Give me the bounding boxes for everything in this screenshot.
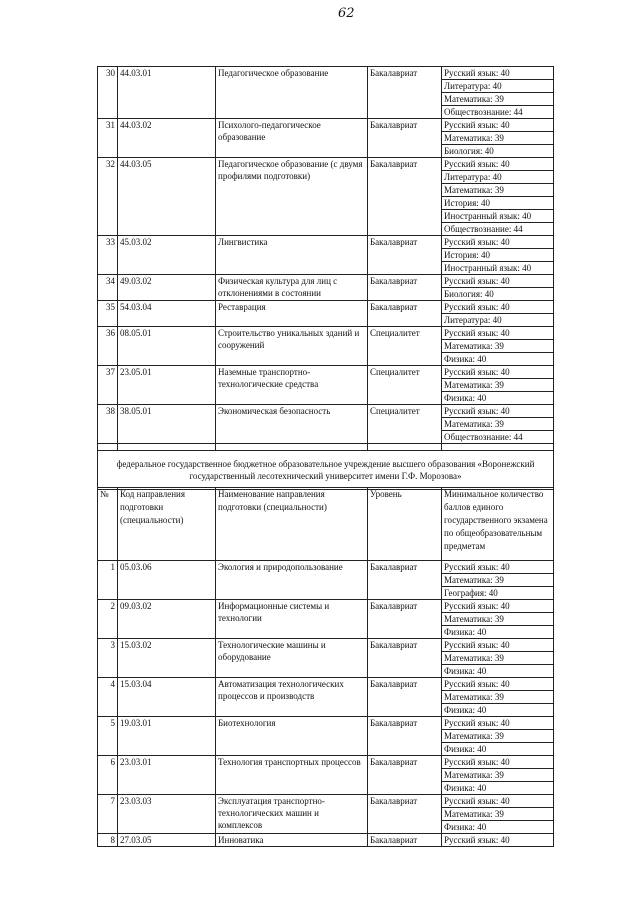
subject-score: Математика: 39 xyxy=(442,691,553,704)
programs-table-university xyxy=(97,487,554,847)
row-number: 4 xyxy=(98,678,118,717)
row-number: 6 xyxy=(98,756,118,795)
subject-score: Математика: 39 xyxy=(442,418,553,431)
page-number: 62 xyxy=(338,6,355,21)
row-level: Специалитет xyxy=(368,327,442,366)
row-subjects xyxy=(442,405,554,444)
row-code: 05.03.06 xyxy=(118,561,216,600)
row-code: 27.03.05 xyxy=(118,834,216,847)
subject-score: Русский язык: 40 xyxy=(442,639,553,652)
table-row xyxy=(98,301,554,327)
subject-score: Русский язык: 40 xyxy=(442,366,553,379)
header-number: № xyxy=(98,488,118,561)
row-level: Бакалавриат xyxy=(368,275,442,301)
organization-row xyxy=(98,451,554,490)
row-level: Бакалавриат xyxy=(368,600,442,639)
header-name: Наименование направления подготовки (специальности) xyxy=(216,488,368,561)
row-program-name: Реставрация xyxy=(216,301,368,327)
subject-score: Физика: 40 xyxy=(444,627,487,637)
row-code: 44.03.02 xyxy=(118,119,216,158)
subject-score: История: 40 xyxy=(442,197,553,210)
subject-score: Литература: 40 xyxy=(442,80,553,93)
table-row xyxy=(98,639,554,678)
header-min-scores: Минимальное количество баллов единого государственного экзамена по общеобразовательным предметам xyxy=(442,488,554,561)
row-subjects xyxy=(442,366,554,405)
subject-score: Математика: 39 xyxy=(442,652,553,665)
table-row xyxy=(98,366,554,405)
subject-score: Физика: 40 xyxy=(444,744,487,754)
subject-score: Русский язык: 40 xyxy=(442,275,553,288)
row-level: Специалитет xyxy=(368,405,442,444)
header-level: Уровень xyxy=(368,488,442,561)
subject-score: Русский язык: 40 xyxy=(442,67,553,80)
table-row xyxy=(98,67,554,119)
row-number: 5 xyxy=(98,717,118,756)
table-row xyxy=(98,717,554,756)
row-code: 09.03.02 xyxy=(118,600,216,639)
subject-score: Математика: 39 xyxy=(442,574,553,587)
row-number: 36 xyxy=(98,327,118,366)
row-program-name: Эксплуатация транспортно-технологических машин и комплексов xyxy=(216,795,368,834)
row-level: Специалитет xyxy=(368,366,442,405)
row-code: 15.03.04 xyxy=(118,678,216,717)
subject-score: Русский язык: 40 xyxy=(442,119,553,132)
row-code: 19.03.01 xyxy=(118,717,216,756)
subject-score: Литература: 40 xyxy=(444,315,502,325)
row-number: 35 xyxy=(98,301,118,327)
table-header-row xyxy=(98,488,554,561)
subject-score: Русский язык: 40 xyxy=(442,678,553,691)
subject-score: Литература: 40 xyxy=(442,171,553,184)
subject-score: Русский язык: 40 xyxy=(442,717,553,730)
row-code: 23.03.01 xyxy=(118,756,216,795)
row-program-name: Технология транспортных процессов xyxy=(216,756,368,795)
row-number: 30 xyxy=(98,67,118,119)
table-row xyxy=(98,405,554,444)
subject-score: География: 40 xyxy=(444,588,498,598)
row-subjects xyxy=(442,561,554,600)
subject-score: Физика: 40 xyxy=(444,393,487,403)
table-row xyxy=(98,158,554,236)
subject-score: Русский язык: 40 xyxy=(444,835,510,845)
row-program-name: Лингвистика xyxy=(216,236,368,275)
subject-score: Физика: 40 xyxy=(444,822,487,832)
subject-score: Биология: 40 xyxy=(444,289,494,299)
table-row xyxy=(98,678,554,717)
row-subjects xyxy=(442,301,554,327)
row-level: Бакалавриат xyxy=(368,639,442,678)
row-code: 23.05.01 xyxy=(118,366,216,405)
row-level: Бакалавриат xyxy=(368,67,442,119)
row-subjects xyxy=(442,275,554,301)
subject-score: Математика: 39 xyxy=(442,379,553,392)
row-number: 32 xyxy=(98,158,118,236)
row-program-name: Строительство уникальных зданий и сооружений xyxy=(216,327,368,366)
subject-score: Математика: 39 xyxy=(442,613,553,626)
row-program-name: Наземные транспортно-технологические средства xyxy=(216,366,368,405)
row-program-name: Технологические машины и оборудование xyxy=(216,639,368,678)
subject-score: Обществознание: 44 xyxy=(444,107,523,117)
organization-title: федеральное государственное бюджетное образовательное учреждение высшего образования «Воронежский государственный лесотехнический университет имени Г.Ф. Морозова» xyxy=(98,451,554,490)
row-number: 33 xyxy=(98,236,118,275)
table-row xyxy=(98,600,554,639)
row-code: 38.05.01 xyxy=(118,405,216,444)
table-row xyxy=(98,834,554,847)
row-level: Бакалавриат xyxy=(368,678,442,717)
row-number: 1 xyxy=(98,561,118,600)
programs-table-continued xyxy=(97,66,554,490)
row-subjects xyxy=(442,158,554,236)
row-program-name: Педагогическое образование xyxy=(216,67,368,119)
subject-score: Русский язык: 40 xyxy=(442,236,553,249)
row-subjects xyxy=(442,717,554,756)
row-level: Бакалавриат xyxy=(368,158,442,236)
table-row xyxy=(98,795,554,834)
subject-score: Русский язык: 40 xyxy=(442,561,553,574)
subject-score: Биология: 40 xyxy=(444,146,494,156)
row-subjects xyxy=(442,67,554,119)
row-level: Бакалавриат xyxy=(368,119,442,158)
table-row xyxy=(98,236,554,275)
table-row xyxy=(98,119,554,158)
row-code: 15.03.02 xyxy=(118,639,216,678)
table-row xyxy=(98,756,554,795)
subject-score: Иностранный язык: 40 xyxy=(444,263,532,273)
row-program-name: Биотехнология xyxy=(216,717,368,756)
row-subjects xyxy=(442,678,554,717)
subject-score: Математика: 39 xyxy=(442,184,553,197)
subject-score: Русский язык: 40 xyxy=(442,795,553,808)
row-code: 44.03.01 xyxy=(118,67,216,119)
row-number: 34 xyxy=(98,275,118,301)
table-row xyxy=(98,327,554,366)
row-program-name: Психолого-педагогическое образование xyxy=(216,119,368,158)
row-subjects xyxy=(442,119,554,158)
subject-score: Физика: 40 xyxy=(444,666,487,676)
table-divider-row xyxy=(98,444,554,451)
row-number: 7 xyxy=(98,795,118,834)
row-subjects xyxy=(442,795,554,834)
row-level: Бакалавриат xyxy=(368,834,442,847)
subject-score: Математика: 39 xyxy=(442,730,553,743)
subject-score: История: 40 xyxy=(442,249,553,262)
row-subjects xyxy=(442,834,554,847)
row-level: Бакалавриат xyxy=(368,756,442,795)
subject-score: Физика: 40 xyxy=(444,705,487,715)
row-number: 3 xyxy=(98,639,118,678)
row-code: 23.03.03 xyxy=(118,795,216,834)
row-number: 8 xyxy=(98,834,118,847)
row-code: 54.03.04 xyxy=(118,301,216,327)
row-subjects xyxy=(442,639,554,678)
subject-score: Обществознание: 44 xyxy=(444,432,523,442)
table-row xyxy=(98,275,554,301)
row-level: Бакалавриат xyxy=(368,717,442,756)
row-number: 2 xyxy=(98,600,118,639)
subject-score: Русский язык: 40 xyxy=(442,756,553,769)
row-number: 31 xyxy=(98,119,118,158)
row-number: 37 xyxy=(98,366,118,405)
row-program-name: Педагогическое образование (с двумя профилями подготовки) xyxy=(216,158,368,236)
row-program-name: Автоматизация технологических процессов и производств xyxy=(216,678,368,717)
subject-score: Русский язык: 40 xyxy=(442,405,553,418)
subject-score: Математика: 39 xyxy=(442,769,553,782)
subject-score: Русский язык: 40 xyxy=(442,301,553,314)
subject-score: Физика: 40 xyxy=(444,354,487,364)
header-code: Код направления подготовки (специальности) xyxy=(118,488,216,561)
row-subjects xyxy=(442,756,554,795)
subject-score: Математика: 39 xyxy=(442,808,553,821)
row-level: Бакалавриат xyxy=(368,561,442,600)
row-code: 45.03.02 xyxy=(118,236,216,275)
table-row xyxy=(98,561,554,600)
row-level: Бакалавриат xyxy=(368,301,442,327)
row-program-name: Инноватика xyxy=(216,834,368,847)
row-subjects xyxy=(442,600,554,639)
row-subjects xyxy=(442,236,554,275)
subject-score: Математика: 39 xyxy=(442,132,553,145)
row-program-name: Экономическая безопасность xyxy=(216,405,368,444)
subject-score: Русский язык: 40 xyxy=(442,600,553,613)
row-program-name: Экология и природопользование xyxy=(216,561,368,600)
row-number: 38 xyxy=(98,405,118,444)
row-code: 08.05.01 xyxy=(118,327,216,366)
row-program-name: Физическая культура для лиц с отклонениями в состоянии xyxy=(216,275,368,301)
subject-score: Русский язык: 40 xyxy=(442,327,553,340)
row-level: Бакалавриат xyxy=(368,236,442,275)
subject-score: Обществознание: 44 xyxy=(444,224,523,234)
subject-score: Физика: 40 xyxy=(444,783,487,793)
subject-score: Математика: 39 xyxy=(442,93,553,106)
row-subjects xyxy=(442,327,554,366)
subject-score: Математика: 39 xyxy=(442,340,553,353)
row-program-name: Информационные системы и технологии xyxy=(216,600,368,639)
subject-score: Русский язык: 40 xyxy=(442,158,553,171)
row-code: 49.03.02 xyxy=(118,275,216,301)
subject-score: Иностранный язык: 40 xyxy=(442,210,553,223)
row-code: 44.03.05 xyxy=(118,158,216,236)
row-level: Бакалавриат xyxy=(368,795,442,834)
